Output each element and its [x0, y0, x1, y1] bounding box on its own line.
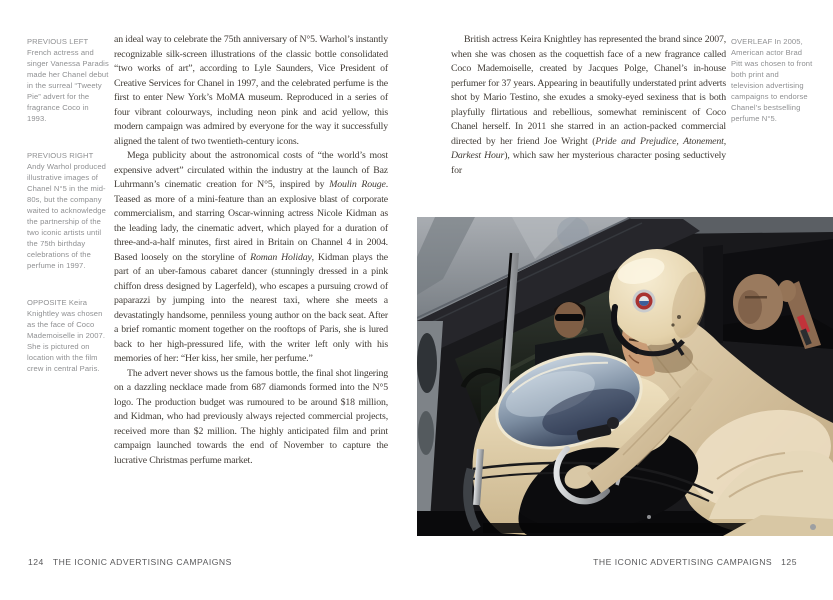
paragraph-luhrmann-advert	[114, 149, 388, 367]
text-run: , Kidman plays the part of an uber-famous cabaret dancer (stunningly dressed in a pink chiffon dress designed by Lagerfeld), who escapes a pursuing crowd of paparazzi by jumping into the nearest taxi, where she meets a devastatingly handsome, penniless young author on the back seat. After a brief romantic moment together on the rooftops of Paris, she is lured back to her high-pressured life, with the writer left only with his memories of her: “Her kiss, her smile, her perfume.”	[114, 251, 388, 364]
caption-label: PREVIOUS LEFT	[27, 37, 89, 46]
text-run: British actress Keira Knightley has represented the brand since 2007, when she was chosen as the coquettish face of a new fragrance called Coco Mademoiselle, created by Jacques Polge, Chanel’s in-house perfumer for 37 years. Appearing in beautifully understated print adverts shot by Mario Testino, she exudes a smoky-eyed sexiness that is both playfully flirtatious and rebellious, somewhat reminiscent of Coco Chanel herself. In 2011 she starred in an action-packed commercial directed by her friend Joe Wright (	[451, 34, 726, 147]
caption-text: French actress and singer Vanessa Paradis made her Chanel debut in the surreal “Tweety Pie” advert for the fragrance Coco in 1993.	[27, 48, 109, 123]
photo-illustration	[417, 217, 833, 536]
caption-label: PREVIOUS RIGHT	[27, 151, 94, 160]
text-run: Mega publicity about the astronomical costs of “the world’s most expensive advert” circulated within the industry at the launch of Baz Luhrmann’s cinematic creation for N°5, inspired by	[114, 150, 388, 190]
caption-label: OPPOSITE	[27, 298, 67, 307]
caption-opposite	[27, 297, 110, 374]
page-number-right: 125	[781, 557, 797, 567]
left-margin-captions	[27, 36, 110, 374]
paragraph-warhol	[114, 33, 388, 149]
running-head-right: THE ICONIC ADVERTISING CAMPAIGNS	[593, 557, 773, 567]
left-page-text-column	[114, 33, 388, 468]
caption-label: OVERLEAF	[731, 37, 773, 46]
caption-text: In 2005, American actor Brad Pitt was chosen to front both print and television advertising campaigns to endorse Chanel’s bestselling perfume N°5.	[731, 37, 813, 123]
caption-overleaf	[731, 36, 813, 124]
caption-previous-right	[27, 150, 110, 271]
right-margin-caption	[731, 36, 813, 124]
paragraph-knightley	[451, 33, 726, 178]
italic-text-run: Moulin Rouge	[329, 179, 386, 190]
running-head-left: THE ICONIC ADVERTISING CAMPAIGNS	[52, 557, 232, 567]
right-page-footer	[593, 557, 797, 567]
photo-keira-knightley-motorbike	[417, 217, 833, 536]
page-number-left: 124	[28, 557, 44, 567]
paragraph-budget	[114, 367, 388, 469]
italic-text-run: Pride and Prejudice, Atonement, Darkest Hour	[451, 135, 726, 161]
left-page-footer	[28, 557, 232, 567]
right-page-text-column	[451, 33, 726, 178]
caption-text: Andy Warhol produced illustrative images of Chanel N°5 in the mid-80s, but the company waited to acknowledge the partnership of the two iconic artists until the 75th birthday celebrations of the perfume in 1997.	[27, 162, 106, 270]
text-run: an ideal way to celebrate the 75th anniversary of N°5. Warhol’s instantly recognizable silk-screen illustrations of the classic bottle consolidated “two works of art”, according to Lyle Saunders, Vice President of Creative Services for Chanel in 1997, and the celebrated perfume is the first to enter New York’s MoMA museum. Reproduced in a series of four vibrant colourways, including neon pink and acid yellow, this modern campaign was admired by everyone for the way it successfully aligned the talent of two twentieth-century icons.	[114, 34, 388, 147]
text-run: The advert never shows us the famous bottle, the final shot lingering on a dazzling necklace made from 687 diamonds formed into the N°5 logo. The production budget was rumoured to be around $18 million, and Kidman, who had previously always rejected commercial projects, received more than $2 million. The highly anticipated film and print campaign launched towards the end of November to capture the lucrative Christmas perfume market.	[114, 367, 388, 466]
text-run: . Teased as more of a mini-feature than an explosive blast of corporate commercialism, and starring Oscar-winning actress Nicole Kidman as the leading lady, the cinematic advert, which played for a duration of three-and-a-half minutes, first aired in Britain on Channel 4 in 2004. Based loosely on the storyline of	[114, 179, 388, 263]
caption-previous-left	[27, 36, 110, 124]
caption-text: Keira Knightley was chosen as the face of Coco Mademoiselle in 2007. She is pictured on location with the film crew in central Paris.	[27, 298, 106, 373]
text-run: ), which saw her mysterious character posing seductively for	[451, 150, 726, 176]
italic-text-run: Roman Holiday	[250, 251, 312, 263]
